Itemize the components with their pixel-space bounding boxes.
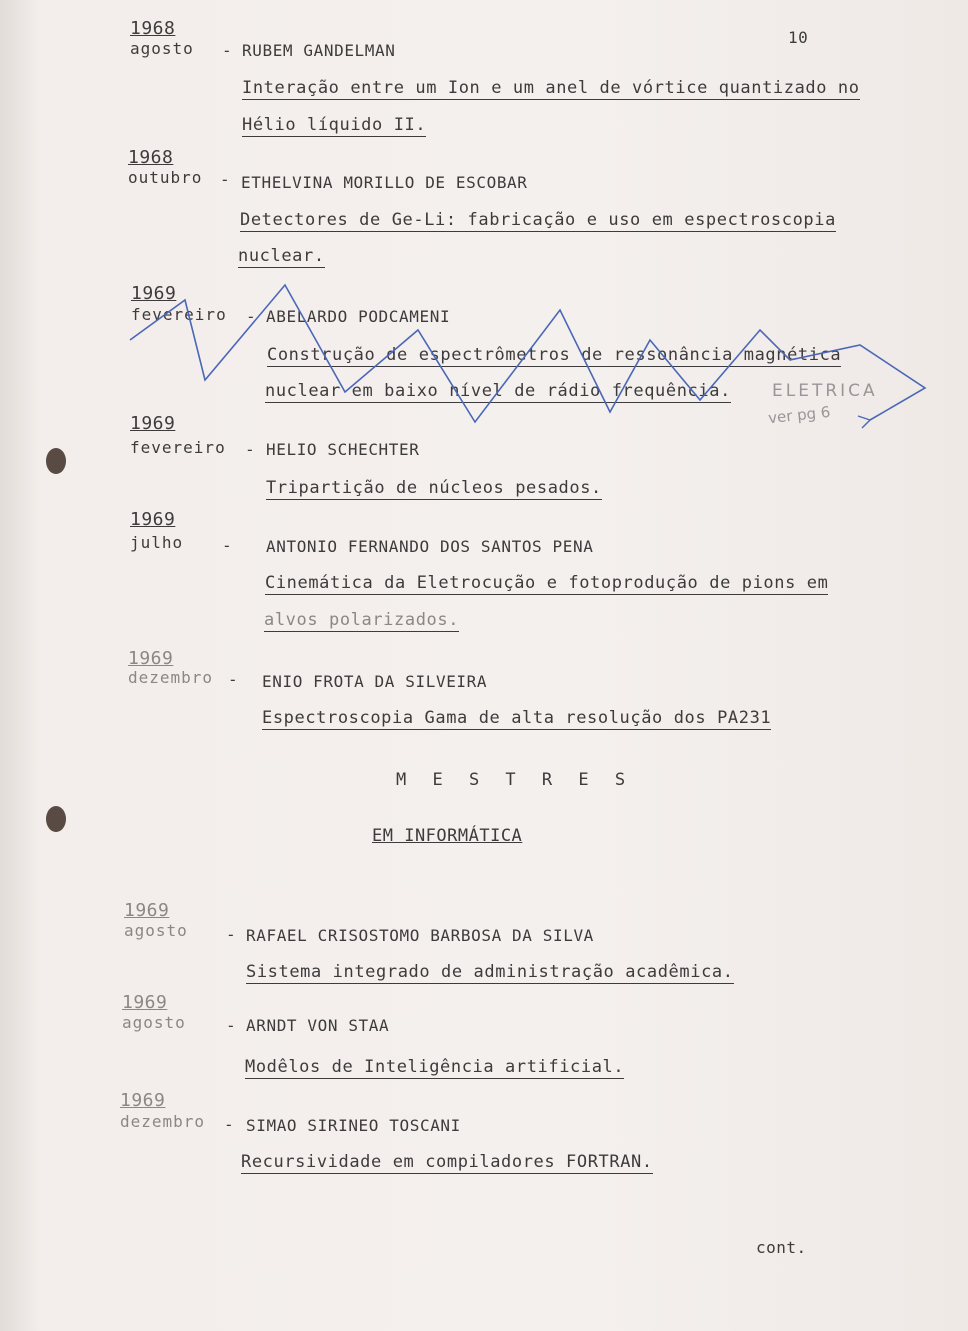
entry-author: SIMAO SIRINEO TOSCANI (246, 1116, 461, 1135)
entry-year: 1969 (128, 648, 174, 669)
footer-cont: cont. (756, 1238, 807, 1257)
entry-title-line: Interação entre um Ion e um anel de vórtice quantizado no (242, 78, 860, 98)
entry-year: 1969 (122, 992, 168, 1013)
entry-author: ABELARDO PODCAMENI (266, 307, 451, 326)
section-heading: M E S T R E S (396, 770, 634, 790)
entry-author: ANTONIO FERNANDO DOS SANTOS PENA (266, 537, 594, 556)
entry-dash: - (222, 41, 233, 60)
entry-title-line: Construção de espectrômetros de ressonância magnética (267, 345, 842, 365)
entry-dash: - (246, 307, 257, 326)
entry-month: agosto (124, 921, 188, 940)
entry-month: fevereiro (130, 438, 226, 457)
entry-title-line: nuclear. (238, 246, 325, 266)
entry-dash: - (226, 925, 237, 944)
entry-dash: - (222, 536, 233, 555)
entry-year: 1969 (131, 283, 177, 304)
entry-year: 1969 (130, 413, 176, 434)
pencil-annotation: ELETRICA (772, 381, 878, 401)
entry-title-line: Cinemática da Eletrocução e fotoprodução de pions em (265, 573, 829, 593)
entry-author: ENIO FROTA DA SILVEIRA (262, 672, 488, 691)
entry-year: 1968 (130, 18, 176, 39)
entry-month: dezembro (120, 1112, 206, 1131)
entry-month: agosto (122, 1013, 186, 1032)
entry-dash: - (228, 670, 239, 689)
entry-title-line: Detectores de Ge-Li: fabricação e uso em espectroscopia (240, 210, 836, 230)
entry-dash: - (226, 1016, 237, 1035)
entry-year: 1969 (130, 509, 176, 530)
entry-title-line: Modêlos de Inteligência artificial. (245, 1057, 625, 1077)
entry-year: 1969 (124, 900, 170, 921)
entry-month: fevereiro (131, 305, 227, 324)
entry-dash: - (245, 440, 256, 459)
entry-month: julho (130, 533, 184, 552)
entry-title-line: Hélio líquido II. (242, 115, 427, 135)
entry-year: 1969 (120, 1090, 166, 1111)
entry-dash: - (224, 1115, 235, 1134)
entry-author: RUBEM GANDELMAN (242, 41, 396, 60)
entry-month: dezembro (128, 668, 214, 687)
entry-title-line: Recursividade em compiladores FORTRAN. (241, 1152, 653, 1172)
page-number: 10 (788, 28, 809, 47)
pencil-annotation: ver pg 6 (767, 402, 832, 428)
entry-month: outubro (128, 168, 203, 187)
entry-author: HELIO SCHECHTER (266, 440, 420, 459)
entry-title-line: Sistema integrado de administração acadêmica. (246, 962, 734, 982)
section-subheading: EM INFORMÁTICA (372, 826, 523, 846)
entry-year: 1968 (128, 147, 174, 168)
entry-title-line: alvos polarizados. (264, 610, 460, 630)
entry-month: agosto (130, 39, 194, 58)
entry-title-line: Tripartição de núcleos pesados. (266, 478, 602, 498)
entry-title-line: Espectroscopia Gama de alta resolução dos PA231 (262, 708, 772, 728)
entry-dash: - (220, 170, 231, 189)
entry-author: ETHELVINA MORILLO DE ESCOBAR (241, 173, 528, 192)
entry-title-line: nuclear em baixo nível de rádio frequência. (265, 381, 731, 401)
entry-author: RAFAEL CRISOSTOMO BARBOSA DA SILVA (246, 926, 594, 945)
entry-author: ARNDT VON STAA (246, 1016, 390, 1035)
